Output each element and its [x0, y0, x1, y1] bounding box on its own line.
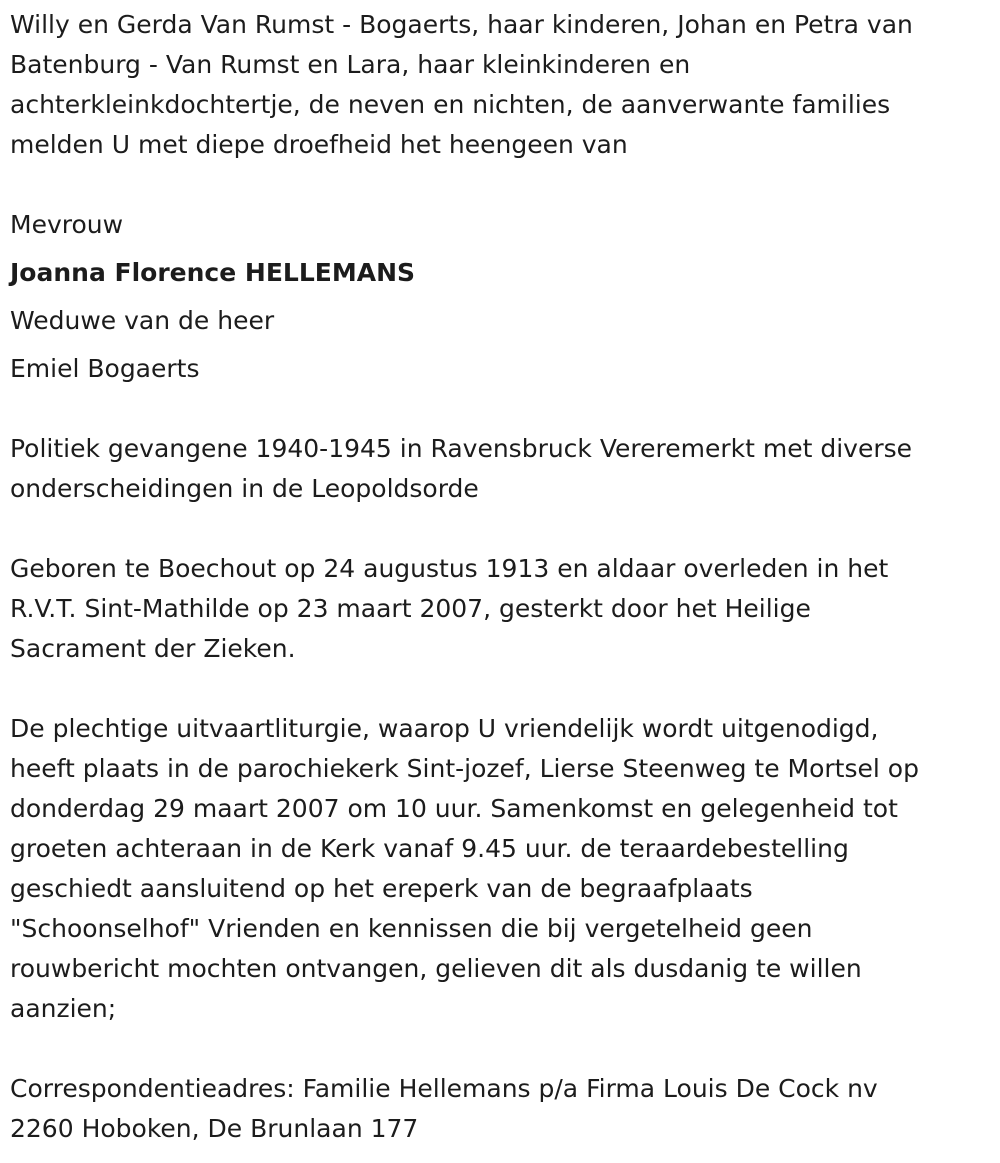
- deceased-name: Joanna Florence HELLEMANS: [10, 258, 415, 287]
- deceased-title: Mevrouw: [10, 210, 124, 239]
- ceremony-line: donderdag 29 maart 2007 om 10 uur. Samenkomst en gelegenheid tot: [10, 794, 898, 823]
- ceremony-line: geschiedt aansluitend op het ereperk van de begraafplaats: [10, 874, 753, 903]
- obituary-document: [10, 5, 995, 1149]
- ceremony-paragraph: [10, 709, 995, 1029]
- ceremony-line: heeft plaats in de parochiekerk Sint-jozef, Lierse Steenweg te Mortsel op: [10, 754, 919, 783]
- correspondence-line: 2260 Hoboken, De Brunlaan 177: [10, 1114, 419, 1143]
- intro-paragraph: [10, 5, 995, 165]
- ceremony-line: groeten achteraan in de Kerk vanaf 9.45 uur. de teraardebestelling: [10, 834, 849, 863]
- birth-death-line: Sacrament der Zieken.: [10, 634, 296, 663]
- deceased-relation: Weduwe van de heer: [10, 306, 275, 335]
- ceremony-line: "Schoonselhof" Vrienden en kennissen die bij vergetelheid geen: [10, 914, 813, 943]
- deceased-spouse: Emiel Bogaerts: [10, 354, 200, 383]
- deceased-block: [10, 201, 995, 393]
- intro-line: Batenburg - Van Rumst en Lara, haar kleinkinderen en: [10, 50, 691, 79]
- correspondence-paragraph: [10, 1069, 995, 1149]
- ceremony-line: De plechtige uitvaartliturgie, waarop U vriendelijk wordt uitgenodigd,: [10, 714, 879, 743]
- intro-line: melden U met diepe droefheid het heengeen van: [10, 130, 628, 159]
- honors-line: Politiek gevangene 1940-1945 in Ravensbruck Vereremerkt met diverse: [10, 434, 913, 463]
- correspondence-line: Correspondentieadres: Familie Hellemans p/a Firma Louis De Cock nv: [10, 1074, 878, 1103]
- birth-death-paragraph: [10, 549, 995, 669]
- birth-death-line: Geboren te Boechout op 24 augustus 1913 en aldaar overleden in het: [10, 554, 889, 583]
- ceremony-line: rouwbericht mochten ontvangen, gelieven dit als dusdanig te willen: [10, 954, 862, 983]
- honors-paragraph: [10, 429, 995, 509]
- birth-death-line: R.V.T. Sint-Mathilde op 23 maart 2007, gesterkt door het Heilige: [10, 594, 811, 623]
- ceremony-line: aanzien;: [10, 994, 117, 1023]
- intro-line: Willy en Gerda Van Rumst - Bogaerts, haar kinderen, Johan en Petra van: [10, 10, 913, 39]
- intro-line: achterkleinkdochtertje, de neven en nichten, de aanverwante families: [10, 90, 891, 119]
- honors-line: onderscheidingen in de Leopoldsorde: [10, 474, 479, 503]
